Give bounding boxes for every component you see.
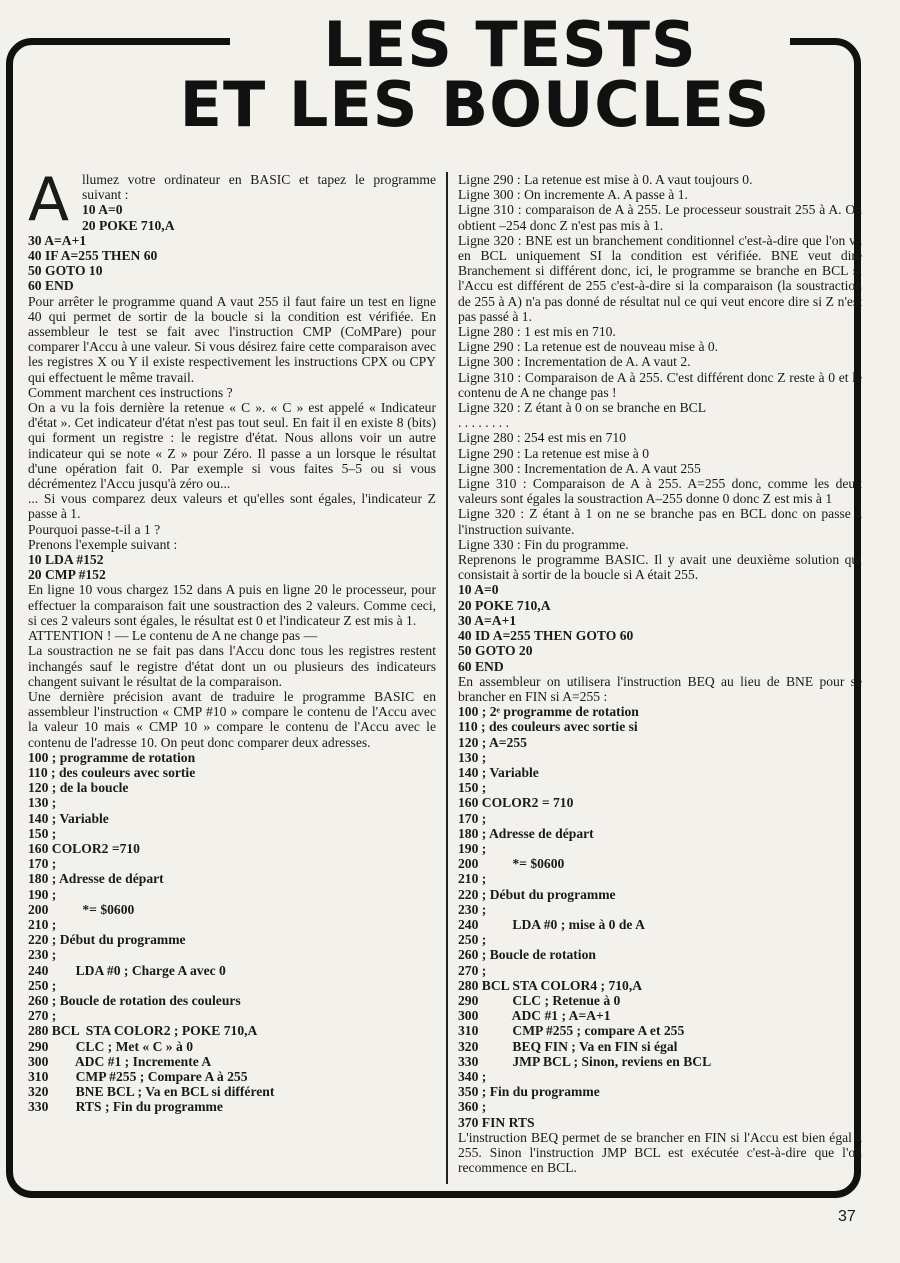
code-line: 60 END <box>28 278 74 294</box>
code-line: 110 ; des couleurs avec sortie <box>28 764 196 780</box>
code-line: 50 GOTO 10 <box>28 263 103 279</box>
code-line: 290 CLC ; Met « C » à 0 <box>28 1038 193 1054</box>
code-line: 310 CMP #255 ; compare A et 255 <box>458 1023 685 1039</box>
code-line: 160 COLOR2 =710 <box>28 840 140 856</box>
code-line: 250 ; <box>458 932 487 948</box>
code-line: 220 ; Début du programme <box>458 886 616 902</box>
paragraph: En assembleur on utilisera l'instruction BEQ au lieu de BNE pour se brancher en FIN si A=255 : <box>458 673 862 704</box>
paragraph: Une dernière précision avant de traduire le programme BASIC en assembleur l'instruction « CMP #10 » compare le contenu de l'Accu avec la valeur 10 mais « CMP 10 » compare le contenu de l'Accu avec le contenu de l'adresse 10. On peut donc comparer deux adresses. <box>28 688 436 750</box>
code-line: 300 ADC #1 ; A=A+1 <box>458 1008 611 1024</box>
code-line: 290 CLC ; Retenue à 0 <box>458 992 621 1008</box>
code-line: 280 BCL STA COLOR2 ; POKE 710,A <box>28 1023 258 1039</box>
basic-listing-2 <box>458 582 862 673</box>
code-line: 320 BNE BCL ; Va en BCL si différent <box>28 1084 275 1100</box>
code-line: 340 ; <box>458 1068 487 1084</box>
code-line: 140 ; Variable <box>28 810 109 826</box>
column-divider <box>446 172 448 1184</box>
paragraph: Reprenons le programme BASIC. Il y avait une deuxième solution qui consistait à sortir de la boucle si A était 255. <box>458 552 862 583</box>
code-line: 360 ; <box>458 1099 487 1115</box>
intro-text: llumez votre ordinateur en BASIC et tapez le programme suivant : <box>82 172 436 203</box>
code-line: 240 LDA #0 ; mise à 0 de A <box>458 916 645 932</box>
code-line: 120 ; A=255 <box>458 734 527 750</box>
code-line: 150 ; <box>28 825 57 841</box>
paragraph: Ligne 320 : Z étant à 1 on ne se branche pas en BCL donc on passe à l'instruction suivante. <box>458 506 862 537</box>
trace-line: Ligne 280 : 254 est mis en 710 <box>458 430 627 446</box>
code-line: 170 ; <box>28 856 57 872</box>
code-line: 130 ; <box>458 749 487 765</box>
paragraph: ATTENTION ! — Le contenu de A ne change pas — <box>28 628 318 644</box>
trace-line: Ligne 280 : 1 est mis en 710. <box>458 324 616 340</box>
code-line: 220 ; Début du programme <box>28 932 186 948</box>
code-line: 200 *= $0600 <box>458 856 565 872</box>
code-line: 200 *= $0600 <box>28 901 135 917</box>
paragraph: Comment marchent ces instructions ? <box>28 384 233 400</box>
paragraph: Prenons l'exemple suivant : <box>28 536 178 552</box>
paragraph: Ligne 310 : comparaison de A à 255. Le processeur soustrait 255 à A. On obtient –254 donc Z n'est pas mis à 1. <box>458 202 862 233</box>
code-line: 30 A=A+1 <box>458 612 517 628</box>
code-line: 10 LDA #152 <box>28 552 104 568</box>
drop-cap: A <box>28 165 70 235</box>
paragraph: ... Si vous comparez deux valeurs et qu'elles sont égales, l'indicateur Z passe à 1. <box>28 491 436 522</box>
code-line: 270 ; <box>28 1008 57 1024</box>
code-line: 230 ; <box>458 901 487 917</box>
code-line: 20 POKE 710,A <box>458 597 551 613</box>
trace-line: Ligne 300 : On incremente A. A passe à 1. <box>458 187 688 203</box>
code-line: 30 A=A+1 <box>28 232 87 248</box>
basic-listing <box>28 233 436 294</box>
trace-line: Ligne 300 : Incrementation de A. A vaut 2. <box>458 354 691 370</box>
paragraph: Ligne 310 : Comparaison de A à 255. C'est différent donc Z reste à 0 et le contenu de A ne change pas ! <box>458 369 862 400</box>
right-column <box>458 172 862 1175</box>
title-line-2: ET LES BOUCLES <box>179 68 771 141</box>
code-line: 130 ; <box>28 795 57 811</box>
trace-line: Ligne 290 : La retenue est de nouveau mise à 0. <box>458 339 719 355</box>
code-line: 310 CMP #255 ; Compare A à 255 <box>28 1068 248 1084</box>
code-line: 140 ; Variable <box>458 764 539 780</box>
trace-line: Ligne 300 : Incrementation de A. A vaut 255 <box>458 460 701 476</box>
code-line: 20 POKE 710,A <box>82 217 175 233</box>
code-line: 40 ID A=255 THEN GOTO 60 <box>458 628 634 644</box>
code-line: 50 GOTO 20 <box>458 643 533 659</box>
code-line: 270 ; <box>458 962 487 978</box>
code-line: 150 ; <box>458 780 487 796</box>
code-line: 190 ; <box>28 886 57 902</box>
assembler-listing-2 <box>458 704 862 1130</box>
paragraph: Ligne 320 : BNE est un branchement conditionnel c'est-à-dire que l'on va en BCL uniquement SI la condition est vérifiée. BNE veut dire Branchement si différent donc, ici, le programme se branche en BCL si l'Accu est différent de 255 c'est-à-dire si la comparaison (la soustraction de 255 à A) n'a pas donné de résultat nul ce qui veut encore dire si Z n'est pas passé à 1. <box>458 232 862 324</box>
code-line: 40 IF A=255 THEN 60 <box>28 248 158 264</box>
paragraph: On a vu la fois dernière la retenue « C ». « C » est appelé « Indicateur d'état ». Cet indicateur d'état n'est pas tout seul. En fait il en existe 8 (bits) qui forment un registre : le registre d'état. Nous allons voir un autre indicateur qui se note « Z » pour Zéro. Il passe a un lorsque le résultat d'une opération fait 0. Par exemple si vous faites 5–5 ou si vous décrémentez l'Accu jusqu'à zéro ou... <box>28 400 436 492</box>
code-line: 330 JMP BCL ; Sinon, reviens en BCL <box>458 1053 712 1069</box>
code-line: 260 ; Boucle de rotation <box>458 947 596 963</box>
code-line: 260 ; Boucle de rotation des couleurs <box>28 992 241 1008</box>
code-line: 100 ; 2ᵉ programme de rotation <box>458 704 639 720</box>
code-line: 210 ; <box>28 916 57 932</box>
code-line: 60 END <box>458 658 504 674</box>
left-column <box>28 165 436 1115</box>
code-line: 350 ; Fin du programme <box>458 1084 600 1100</box>
code-line: 100 ; programme de rotation <box>28 749 196 765</box>
title-line-1: LES TESTS <box>323 8 697 81</box>
code-line: 180 ; Adresse de départ <box>28 871 164 887</box>
code-line: 320 BEQ FIN ; Va en FIN si égal <box>458 1038 678 1054</box>
code-line: 190 ; <box>458 840 487 856</box>
code-line: 110 ; des couleurs avec sortie si <box>458 719 638 735</box>
code-line: 170 ; <box>458 810 487 826</box>
trace-line: Ligne 290 : La retenue est mise à 0. A vaut toujours 0. <box>458 172 753 187</box>
trace-line: Ligne 320 : Z étant à 0 on se branche en BCL <box>458 400 707 416</box>
paragraph: Pour arrêter le programme quand A vaut 255 il faut faire un test en ligne 40 qui permet de sortir de la boucle si la condition est vérifiée. En assembleur le test se fait avec l'instruction CMP (CoMPare) pour comparer l'Accu à une valeur. Si vous désirez faire cette comparaison avec les registres X ou Y il existe respectivement les instructions CPX ou CPY qui effectuent le même travail. <box>28 293 436 385</box>
code-line: 330 RTS ; Fin du programme <box>28 1099 223 1115</box>
code-line: 120 ; de la boucle <box>28 780 129 796</box>
code-line: 160 COLOR2 = 710 <box>458 795 574 811</box>
page-title <box>179 8 790 141</box>
code-line: 250 ; <box>28 977 57 993</box>
trace-line: Ligne 290 : La retenue est mise à 0 <box>458 445 650 461</box>
code-line: 240 LDA #0 ; Charge A avec 0 <box>28 962 226 978</box>
code-line: 10 A=0 <box>458 582 499 598</box>
trace-line: Ligne 330 : Fin du programme. <box>458 536 629 552</box>
code-line: 370 FIN RTS <box>458 1114 535 1130</box>
code-line: 280 BCL STA COLOR4 ; 710,A <box>458 977 643 993</box>
assembler-listing <box>28 750 436 1115</box>
paragraph: La soustraction ne se fait pas dans l'Accu donc tous les registres restent inchangés sauf le registre d'état dont un ou plusieurs des indicateurs changent suivant le résultat de la comparaison. <box>28 643 436 689</box>
paragraph: En ligne 10 vous chargez 152 dans A puis en ligne 20 le processeur, pour effectuer la comparaison fait une soustraction des 2 valeurs. Comme ceci, si ces 2 valeurs sont égales, le résultat est 0 et l'indicateur Z est mis à 1. <box>28 582 436 628</box>
code-line: 20 CMP #152 <box>28 567 106 583</box>
ellipsis-dots: . . . . . . . . <box>458 415 509 431</box>
intro-block <box>28 165 436 235</box>
code-line: 210 ; <box>458 871 487 887</box>
paragraph: Pourquoi passe-t-il a 1 ? <box>28 521 161 537</box>
code-line: 10 A=0 <box>82 202 123 218</box>
paragraph: L'instruction BEQ permet de se brancher en FIN si l'Accu est bien égal à 255. Sinon l'instruction JMP BCL est exécutée c'est-à-dire que l'on recommence en BCL. <box>458 1129 862 1176</box>
page-number: 37 <box>838 1208 856 1225</box>
code-line: 300 ADC #1 ; Incremente A <box>28 1053 212 1069</box>
code-line: 230 ; <box>28 947 57 963</box>
paragraph: Ligne 310 : Comparaison de A à 255. A=255 donc, comme les deux valeurs sont égales la soustraction A–255 donne 0 donc Z est mis à 1 <box>458 476 862 507</box>
code-line: 180 ; Adresse de départ <box>458 825 594 841</box>
